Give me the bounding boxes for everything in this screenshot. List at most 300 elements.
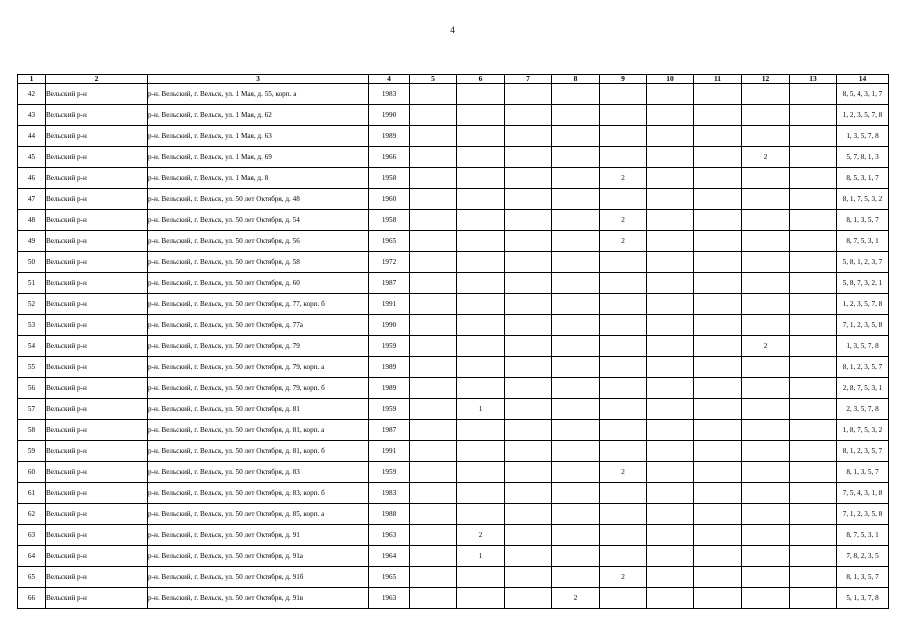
column-8-cell	[552, 546, 600, 567]
column-9-cell	[600, 105, 647, 126]
column-6-cell	[457, 294, 505, 315]
column-7-cell	[505, 462, 552, 483]
table-row	[18, 168, 889, 189]
address-cell: р-н. Вельский, г. Вельск, ул. 50 лет Октября, д. 91	[148, 525, 369, 546]
column-10-cell	[647, 588, 694, 609]
column-10-cell	[647, 168, 694, 189]
column-8-cell	[552, 567, 600, 588]
row-number-cell: 64	[18, 546, 46, 567]
column-8-cell	[552, 441, 600, 462]
column-12-cell	[742, 294, 790, 315]
column-13-cell	[790, 147, 837, 168]
address-cell: р-н. Вельский, г. Вельск, ул. 50 лет Октября, д. 54	[148, 210, 369, 231]
year-cell: 1958	[369, 210, 410, 231]
address-cell: р-н. Вельский, г. Вельск, ул. 50 лет Октября, д. 79, корп. а	[148, 357, 369, 378]
column-13-cell	[790, 210, 837, 231]
address-cell: р-н. Вельский, г. Вельск, ул. 50 лет Октября, д. 85, корп. а	[148, 504, 369, 525]
column-13-cell	[790, 420, 837, 441]
row-number-cell: 56	[18, 378, 46, 399]
district-cell: Вельский р-н	[46, 294, 148, 315]
address-cell: р-н. Вельский, г. Вельск, ул. 1 Мая, д. 69	[148, 147, 369, 168]
column-14-cell: 7, 1, 2, 3, 5, 8	[837, 315, 889, 336]
column-11-cell	[694, 462, 742, 483]
column-14-cell: 8, 7, 5, 3, 1	[837, 525, 889, 546]
column-header: 11	[694, 75, 742, 84]
column-9-cell	[600, 84, 647, 105]
column-14-cell: 7, 1, 2, 3, 5, 8	[837, 504, 889, 525]
row-number-cell: 59	[18, 441, 46, 462]
column-9-cell	[600, 315, 647, 336]
column-13-cell	[790, 504, 837, 525]
column-11-cell	[694, 567, 742, 588]
column-10-cell	[647, 147, 694, 168]
year-cell: 1963	[369, 525, 410, 546]
column-11-cell	[694, 525, 742, 546]
row-number-cell: 66	[18, 588, 46, 609]
row-number-cell: 53	[18, 315, 46, 336]
column-6-cell	[457, 315, 505, 336]
row-number-cell: 55	[18, 357, 46, 378]
column-7-cell	[505, 357, 552, 378]
column-7-cell	[505, 105, 552, 126]
column-8-cell	[552, 525, 600, 546]
column-7-cell	[505, 273, 552, 294]
column-11-cell	[694, 483, 742, 504]
row-number-cell: 48	[18, 210, 46, 231]
table-row	[18, 315, 889, 336]
column-9-cell	[600, 147, 647, 168]
column-9-cell	[600, 588, 647, 609]
column-12-cell	[742, 588, 790, 609]
table-row	[18, 231, 889, 252]
address-cell: р-н. Вельский, г. Вельск, ул. 1 Мая, д. 62	[148, 105, 369, 126]
column-11-cell	[694, 315, 742, 336]
row-number-cell: 58	[18, 420, 46, 441]
column-11-cell	[694, 273, 742, 294]
column-7-cell	[505, 525, 552, 546]
column-10-cell	[647, 252, 694, 273]
column-6-cell: 2	[457, 525, 505, 546]
column-5-cell	[410, 168, 457, 189]
column-13-cell	[790, 525, 837, 546]
column-5-cell	[410, 273, 457, 294]
column-5-cell	[410, 504, 457, 525]
column-5-cell	[410, 462, 457, 483]
address-cell: р-н. Вельский, г. Вельск, ул. 1 Мая, д. 63	[148, 126, 369, 147]
column-11-cell	[694, 294, 742, 315]
year-cell: 1983	[369, 84, 410, 105]
row-number-cell: 65	[18, 567, 46, 588]
year-cell: 1991	[369, 441, 410, 462]
column-5-cell	[410, 105, 457, 126]
column-12-cell	[742, 210, 790, 231]
column-12-cell	[742, 525, 790, 546]
district-cell: Вельский р-н	[46, 546, 148, 567]
column-9-cell	[600, 273, 647, 294]
column-6-cell	[457, 252, 505, 273]
row-number-cell: 50	[18, 252, 46, 273]
district-cell: Вельский р-н	[46, 399, 148, 420]
column-10-cell	[647, 210, 694, 231]
column-10-cell	[647, 189, 694, 210]
column-6-cell	[457, 231, 505, 252]
column-14-cell: 8, 1, 3, 5, 7	[837, 462, 889, 483]
column-14-cell: 1, 2, 3, 5, 7, 8	[837, 105, 889, 126]
column-12-cell: 2	[742, 147, 790, 168]
column-7-cell	[505, 315, 552, 336]
column-10-cell	[647, 378, 694, 399]
column-9-cell	[600, 546, 647, 567]
district-cell: Вельский р-н	[46, 126, 148, 147]
column-12-cell	[742, 252, 790, 273]
column-9-cell	[600, 525, 647, 546]
column-7-cell	[505, 147, 552, 168]
column-12-cell	[742, 483, 790, 504]
district-cell: Вельский р-н	[46, 441, 148, 462]
address-cell: р-н. Вельский, г. Вельск, ул. 50 лет Октября, д. 60	[148, 273, 369, 294]
column-11-cell	[694, 399, 742, 420]
column-14-cell: 1, 2, 3, 5, 7, 8	[837, 294, 889, 315]
year-cell: 1989	[369, 378, 410, 399]
address-cell: р-н. Вельский, г. Вельск, ул. 50 лет Октября, д. 83	[148, 462, 369, 483]
column-11-cell	[694, 210, 742, 231]
column-10-cell	[647, 315, 694, 336]
column-11-cell	[694, 336, 742, 357]
column-10-cell	[647, 525, 694, 546]
column-7-cell	[505, 336, 552, 357]
column-13-cell	[790, 315, 837, 336]
address-cell: р-н. Вельский, г. Вельск, ул. 1 Мая, д. 55, корп. а	[148, 84, 369, 105]
row-number-cell: 47	[18, 189, 46, 210]
column-8-cell	[552, 504, 600, 525]
table-row	[18, 294, 889, 315]
address-cell: р-н. Вельский, г. Вельск, ул. 1 Мая, д. 8	[148, 168, 369, 189]
district-cell: Вельский р-н	[46, 273, 148, 294]
column-6-cell	[457, 210, 505, 231]
column-11-cell	[694, 84, 742, 105]
column-12-cell	[742, 378, 790, 399]
column-12-cell	[742, 420, 790, 441]
column-12-cell	[742, 189, 790, 210]
column-14-cell: 5, 8, 7, 3, 2, 1	[837, 273, 889, 294]
address-cell: р-н. Вельский, г. Вельск, ул. 50 лет Октября, д. 81, корп. б	[148, 441, 369, 462]
column-8-cell	[552, 189, 600, 210]
address-cell: р-н. Вельский, г. Вельск, ул. 50 лет Октября, д. 91в	[148, 588, 369, 609]
row-number-cell: 51	[18, 273, 46, 294]
column-header: 1	[18, 75, 46, 84]
column-8-cell	[552, 210, 600, 231]
column-5-cell	[410, 189, 457, 210]
column-14-cell: 1, 3, 5, 7, 8	[837, 126, 889, 147]
column-9-cell	[600, 252, 647, 273]
column-10-cell	[647, 357, 694, 378]
address-cell: р-н. Вельский, г. Вельск, ул. 50 лет Октября, д. 79, корп. б	[148, 378, 369, 399]
column-11-cell	[694, 252, 742, 273]
column-10-cell	[647, 441, 694, 462]
address-cell: р-н. Вельский, г. Вельск, ул. 50 лет Октября, д. 56	[148, 231, 369, 252]
column-7-cell	[505, 504, 552, 525]
column-14-cell: 8, 5, 3, 1, 7	[837, 168, 889, 189]
column-header: 4	[369, 75, 410, 84]
column-5-cell	[410, 546, 457, 567]
column-9-cell: 2	[600, 210, 647, 231]
year-cell: 1972	[369, 252, 410, 273]
column-6-cell	[457, 588, 505, 609]
district-cell: Вельский р-н	[46, 105, 148, 126]
column-9-cell	[600, 126, 647, 147]
column-9-cell	[600, 294, 647, 315]
district-cell: Вельский р-н	[46, 252, 148, 273]
table-row	[18, 483, 889, 504]
column-8-cell	[552, 105, 600, 126]
row-number-cell: 60	[18, 462, 46, 483]
column-14-cell: 8, 1, 7, 5, 3, 2	[837, 189, 889, 210]
address-cell: р-н. Вельский, г. Вельск, ул. 50 лет Октября, д. 48	[148, 189, 369, 210]
column-12-cell	[742, 462, 790, 483]
column-5-cell	[410, 420, 457, 441]
column-8-cell	[552, 483, 600, 504]
column-6-cell	[457, 567, 505, 588]
column-8-cell	[552, 357, 600, 378]
column-8-cell	[552, 462, 600, 483]
column-5-cell	[410, 252, 457, 273]
address-cell: р-н. Вельский, г. Вельск, ул. 50 лет Октября, д. 77, корп. б	[148, 294, 369, 315]
row-number-cell: 46	[18, 168, 46, 189]
address-cell: р-н. Вельский, г. Вельск, ул. 50 лет Октября, д. 91а	[148, 546, 369, 567]
table-row	[18, 210, 889, 231]
header-row	[18, 75, 889, 84]
column-10-cell	[647, 105, 694, 126]
column-12-cell	[742, 168, 790, 189]
column-5-cell	[410, 588, 457, 609]
year-cell: 1987	[369, 420, 410, 441]
column-5-cell	[410, 483, 457, 504]
table-row	[18, 504, 889, 525]
column-7-cell	[505, 441, 552, 462]
column-11-cell	[694, 189, 742, 210]
district-cell: Вельский р-н	[46, 210, 148, 231]
column-9-cell: 2	[600, 462, 647, 483]
column-9-cell	[600, 336, 647, 357]
district-cell: Вельский р-н	[46, 525, 148, 546]
column-9-cell	[600, 189, 647, 210]
row-number-cell: 45	[18, 147, 46, 168]
column-7-cell	[505, 84, 552, 105]
column-header: 2	[46, 75, 148, 84]
column-14-cell: 8, 5, 4, 3, 1, 7	[837, 84, 889, 105]
column-12-cell	[742, 84, 790, 105]
column-9-cell: 2	[600, 567, 647, 588]
column-7-cell	[505, 378, 552, 399]
year-cell: 1965	[369, 231, 410, 252]
year-cell: 1959	[369, 336, 410, 357]
district-cell: Вельский р-н	[46, 231, 148, 252]
column-7-cell	[505, 483, 552, 504]
column-13-cell	[790, 546, 837, 567]
table-row	[18, 399, 889, 420]
column-6-cell: 1	[457, 546, 505, 567]
column-6-cell	[457, 483, 505, 504]
district-cell: Вельский р-н	[46, 504, 148, 525]
column-6-cell	[457, 189, 505, 210]
column-9-cell	[600, 357, 647, 378]
district-cell: Вельский р-н	[46, 483, 148, 504]
column-8-cell	[552, 336, 600, 357]
district-cell: Вельский р-н	[46, 84, 148, 105]
column-6-cell	[457, 126, 505, 147]
page-number: 4	[450, 25, 455, 35]
column-7-cell	[505, 252, 552, 273]
column-12-cell	[742, 567, 790, 588]
column-5-cell	[410, 399, 457, 420]
column-6-cell	[457, 105, 505, 126]
district-cell: Вельский р-н	[46, 567, 148, 588]
column-6-cell	[457, 168, 505, 189]
column-8-cell	[552, 315, 600, 336]
year-cell: 1963	[369, 588, 410, 609]
table-row	[18, 189, 889, 210]
column-14-cell: 7, 8, 2, 3, 5	[837, 546, 889, 567]
column-10-cell	[647, 231, 694, 252]
column-13-cell	[790, 189, 837, 210]
column-11-cell	[694, 420, 742, 441]
address-cell: р-н. Вельский, г. Вельск, ул. 50 лет Октября, д. 58	[148, 252, 369, 273]
column-8-cell: 2	[552, 588, 600, 609]
column-13-cell	[790, 378, 837, 399]
year-cell: 1965	[369, 567, 410, 588]
column-7-cell	[505, 210, 552, 231]
column-10-cell	[647, 294, 694, 315]
address-cell: р-н. Вельский, г. Вельск, ул. 50 лет Октября, д. 91б	[148, 567, 369, 588]
table-row	[18, 126, 889, 147]
row-number-cell: 63	[18, 525, 46, 546]
row-number-cell: 44	[18, 126, 46, 147]
column-14-cell: 1, 3, 5, 7, 8	[837, 336, 889, 357]
column-5-cell	[410, 336, 457, 357]
column-7-cell	[505, 588, 552, 609]
year-cell: 1958	[369, 168, 410, 189]
column-6-cell	[457, 441, 505, 462]
address-cell: р-н. Вельский, г. Вельск, ул. 50 лет Октября, д. 81	[148, 399, 369, 420]
column-header: 7	[505, 75, 552, 84]
year-cell: 1991	[369, 294, 410, 315]
column-11-cell	[694, 357, 742, 378]
column-11-cell	[694, 168, 742, 189]
column-13-cell	[790, 441, 837, 462]
column-7-cell	[505, 126, 552, 147]
column-9-cell	[600, 483, 647, 504]
column-5-cell	[410, 147, 457, 168]
column-11-cell	[694, 147, 742, 168]
column-9-cell	[600, 441, 647, 462]
column-8-cell	[552, 294, 600, 315]
address-cell: р-н. Вельский, г. Вельск, ул. 50 лет Октября, д. 83, корп. б	[148, 483, 369, 504]
column-5-cell	[410, 357, 457, 378]
row-number-cell: 43	[18, 105, 46, 126]
column-12-cell	[742, 126, 790, 147]
column-header: 12	[742, 75, 790, 84]
column-13-cell	[790, 567, 837, 588]
column-10-cell	[647, 126, 694, 147]
column-5-cell	[410, 294, 457, 315]
year-cell: 1964	[369, 546, 410, 567]
column-11-cell	[694, 441, 742, 462]
column-8-cell	[552, 252, 600, 273]
column-7-cell	[505, 399, 552, 420]
column-12-cell	[742, 357, 790, 378]
column-9-cell: 2	[600, 168, 647, 189]
table-row	[18, 588, 889, 609]
column-11-cell	[694, 504, 742, 525]
year-cell: 1987	[369, 273, 410, 294]
column-6-cell	[457, 147, 505, 168]
column-6-cell	[457, 420, 505, 441]
column-11-cell	[694, 105, 742, 126]
row-number-cell: 61	[18, 483, 46, 504]
column-13-cell	[790, 105, 837, 126]
district-cell: Вельский р-н	[46, 420, 148, 441]
column-5-cell	[410, 378, 457, 399]
column-5-cell	[410, 567, 457, 588]
district-cell: Вельский р-н	[46, 357, 148, 378]
column-8-cell	[552, 273, 600, 294]
column-9-cell: 2	[600, 231, 647, 252]
column-header: 5	[410, 75, 457, 84]
year-cell: 1989	[369, 126, 410, 147]
address-cell: р-н. Вельский, г. Вельск, ул. 50 лет Октября, д. 79	[148, 336, 369, 357]
year-cell: 1989	[369, 357, 410, 378]
column-6-cell	[457, 336, 505, 357]
column-10-cell	[647, 399, 694, 420]
column-8-cell	[552, 420, 600, 441]
year-cell: 1990	[369, 315, 410, 336]
column-14-cell: 5, 8, 1, 2, 3, 7	[837, 252, 889, 273]
column-11-cell	[694, 588, 742, 609]
column-10-cell	[647, 420, 694, 441]
column-7-cell	[505, 567, 552, 588]
column-header: 8	[552, 75, 600, 84]
column-8-cell	[552, 378, 600, 399]
column-10-cell	[647, 462, 694, 483]
row-number-cell: 62	[18, 504, 46, 525]
year-cell: 1960	[369, 189, 410, 210]
column-5-cell	[410, 525, 457, 546]
table-row	[18, 147, 889, 168]
column-14-cell: 8, 1, 2, 3, 5, 7	[837, 357, 889, 378]
table-row	[18, 336, 889, 357]
column-7-cell	[505, 294, 552, 315]
column-5-cell	[410, 315, 457, 336]
column-12-cell	[742, 441, 790, 462]
table-row	[18, 567, 889, 588]
row-number-cell: 57	[18, 399, 46, 420]
column-12-cell: 2	[742, 336, 790, 357]
column-10-cell	[647, 273, 694, 294]
table-row	[18, 273, 889, 294]
column-13-cell	[790, 273, 837, 294]
row-number-cell: 42	[18, 84, 46, 105]
column-14-cell: 7, 5, 4, 3, 1, 8	[837, 483, 889, 504]
column-13-cell	[790, 126, 837, 147]
column-13-cell	[790, 168, 837, 189]
column-12-cell	[742, 315, 790, 336]
column-13-cell	[790, 462, 837, 483]
column-10-cell	[647, 567, 694, 588]
column-14-cell: 8, 1, 2, 3, 5, 7	[837, 441, 889, 462]
column-13-cell	[790, 231, 837, 252]
column-6-cell: 1	[457, 399, 505, 420]
table-row	[18, 462, 889, 483]
